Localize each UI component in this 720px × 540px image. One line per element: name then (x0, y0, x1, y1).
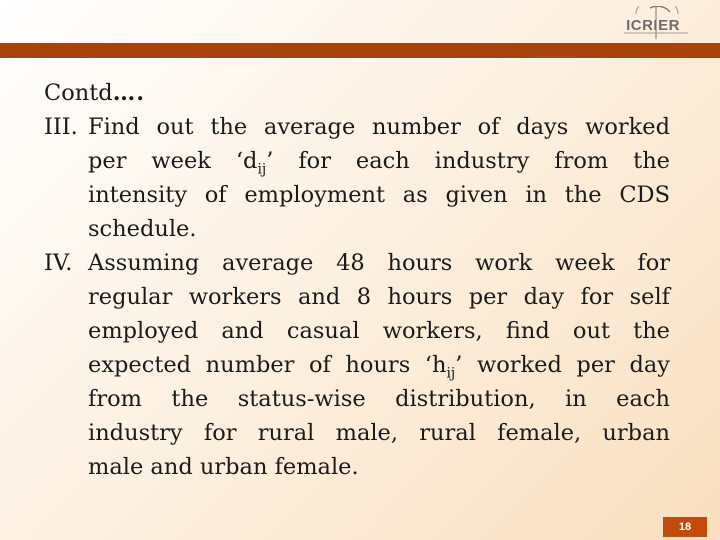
subscript: ij (257, 161, 267, 178)
item-text (88, 110, 670, 246)
item-number: IV. (44, 250, 73, 276)
text-line: regular workers and 8 hours per day for self (88, 284, 670, 310)
text-line: employed and casual workers, find out the (88, 318, 670, 344)
header-bar (0, 43, 720, 58)
item-text (88, 246, 670, 484)
logo-text: ICRIER (626, 17, 680, 34)
text-line: male and urban female. (88, 454, 359, 480)
text-line (88, 348, 670, 382)
text-line: schedule. (88, 216, 197, 242)
text-line: from the status-wise distribution, in each (88, 386, 670, 412)
list-item-iv (44, 246, 670, 484)
text-line (88, 144, 670, 178)
text-line: Assuming average 48 hours work week for (88, 250, 670, 276)
text-segment: ’ for each industry from the (266, 148, 670, 174)
icrier-logo-graphic (612, 6, 694, 40)
heading-dots: …. (112, 80, 146, 106)
text-line: Find out the average number of days worked (88, 114, 670, 140)
text-segment: expected number of hours ‘h (88, 352, 447, 378)
subscript: ij (446, 365, 456, 382)
page-number: 18 (663, 517, 707, 537)
text-segment: per week ‘d (88, 148, 258, 174)
slide-heading (44, 76, 670, 110)
text-segment: ’ worked per day (455, 352, 670, 378)
list-item-iii (44, 110, 670, 246)
item-number: III. (44, 114, 78, 140)
text-line: intensity of employment as given in the CDS (88, 182, 670, 208)
icrier-logo (612, 6, 694, 40)
text-line: industry for rural male, rural female, urban (88, 420, 670, 446)
slide-content (44, 76, 670, 484)
heading-title: Contd (44, 80, 113, 106)
